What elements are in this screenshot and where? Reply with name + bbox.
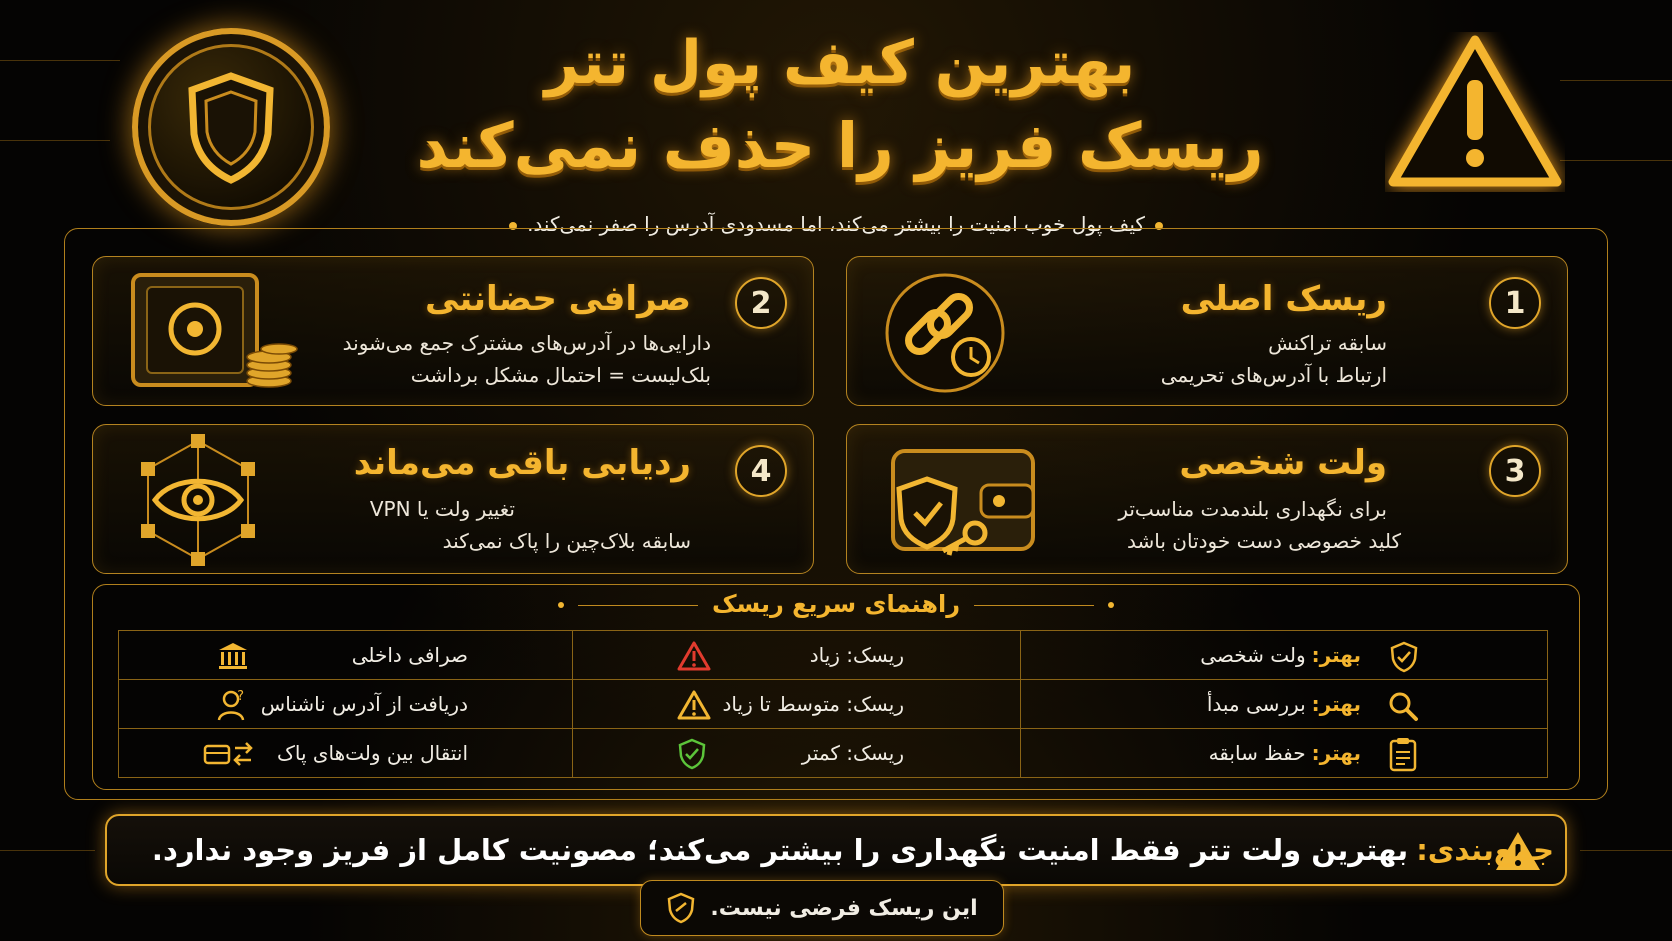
card-title: ردیابی باقی می‌ماند [353, 443, 691, 483]
wallet-transfer-icon [203, 741, 255, 767]
source-text: انتقال بین ولت‌های پاک [276, 741, 468, 765]
best-label: بهتر: [1311, 692, 1361, 716]
shield-green-icon [677, 738, 707, 770]
card-title: صرافی حضانتی [425, 279, 691, 319]
eye-network-icon [133, 431, 263, 569]
source-cell [119, 631, 573, 680]
source-cell [119, 729, 573, 778]
best-cell [1021, 729, 1548, 778]
card-line: دارایی‌ها در آدرس‌های مشترک جمع می‌شوند [342, 331, 711, 355]
clipboard-icon [1389, 736, 1417, 772]
best-cell [1021, 631, 1548, 680]
card-line: بلک‌لیست = احتمال مشکل برداشت [410, 363, 711, 387]
svg-text:?: ? [237, 689, 244, 704]
note-row [640, 880, 1004, 936]
card-line: سابقه بلاک‌چین را پاک نمی‌کند [442, 529, 691, 553]
best-value: ولت شخصی [1200, 643, 1306, 667]
table-row [119, 631, 1548, 680]
card-number: 3 [1489, 445, 1541, 497]
best-label: بهتر: [1311, 741, 1361, 765]
source-text: دریافت از آدرس ناشناس [260, 692, 468, 716]
page-title-line2: ریسک فریز را حذف نمی‌کند [416, 109, 1264, 182]
source-text: صرافی داخلی [351, 643, 468, 667]
card-main-risk [846, 256, 1568, 406]
guide-table [118, 630, 1548, 778]
best-text [1200, 631, 1361, 679]
card-number: 2 [735, 277, 787, 329]
wallet-shield-key-icon [883, 437, 1043, 565]
warning-red-icon [677, 641, 711, 671]
card-title: ولت شخصی [1179, 443, 1387, 483]
warning-triangle-icon [1385, 32, 1565, 192]
card-tracking-remains [92, 424, 814, 574]
risk-cell [573, 631, 1021, 680]
summary-label: جمع‌بندی: [1416, 833, 1554, 867]
unknown-person-icon [217, 688, 253, 722]
best-label: بهتر: [1311, 643, 1361, 667]
circuit-line [0, 850, 95, 851]
shield-coin-icon [132, 28, 330, 226]
summary-text: بهترین ولت تتر فقط امنیت نگهداری را بیشتر می‌کند؛ مصونیت کامل از فریز وجود ندارد. [151, 833, 1409, 867]
best-cell [1021, 680, 1548, 729]
risk-text: ریسک: زیاد [809, 643, 904, 667]
circuit-line [1580, 850, 1672, 851]
guide-title: راهنمای سریع ریسک [711, 590, 961, 618]
card-number: 1 [1489, 277, 1541, 329]
best-value: حفظ سابقه [1208, 741, 1306, 765]
magnifier-icon [1387, 690, 1419, 722]
card-number: 4 [735, 445, 787, 497]
guide-title-row [0, 590, 1672, 618]
subtitle: کیف پول خوب امنیت را بیشتر می‌کند، اما مسدودی آدرس را صفر نمی‌کند. [527, 212, 1145, 236]
summary-text-row [152, 814, 1554, 886]
circuit-line [1560, 80, 1672, 81]
safe-coins-icon [129, 271, 299, 395]
card-title: ریسک اصلی [1180, 279, 1387, 319]
bank-icon [217, 641, 249, 671]
card-line: برای نگهداری بلندمدت مناسب‌تر [1118, 497, 1387, 521]
warning-yellow-icon [677, 690, 711, 720]
circuit-line [0, 60, 120, 61]
source-cell [119, 680, 573, 729]
card-line: تغییر ولت یا VPN [369, 497, 515, 521]
chain-link-clock-icon [883, 271, 1007, 395]
card-line: سابقه تراکنش [1268, 331, 1387, 355]
risk-cell [573, 680, 1021, 729]
risk-cell [573, 729, 1021, 778]
risk-text: ریسک: کمتر [801, 741, 904, 765]
circuit-line [1560, 160, 1672, 161]
card-line: ارتباط با آدرس‌های تحریمی [1160, 363, 1387, 387]
card-line: کلید خصوصی دست خودتان باشد [1127, 529, 1401, 553]
circuit-line [0, 140, 110, 141]
note-text: این ریسک فرضی نیست. [710, 895, 978, 921]
risk-text: ریسک: متوسط تا زیاد [722, 692, 904, 716]
card-personal-wallet [846, 424, 1568, 574]
shield-check-icon [1389, 641, 1419, 673]
page-title-line1: بهترین کیف پول تتر [544, 28, 1136, 98]
table-row [119, 729, 1548, 778]
card-custodial-exchange [92, 256, 814, 406]
table-row [119, 680, 1548, 729]
shield-icon [666, 892, 696, 924]
best-value: بررسی مبدأ [1206, 692, 1306, 716]
best-text [1207, 680, 1361, 728]
best-text [1209, 729, 1361, 777]
